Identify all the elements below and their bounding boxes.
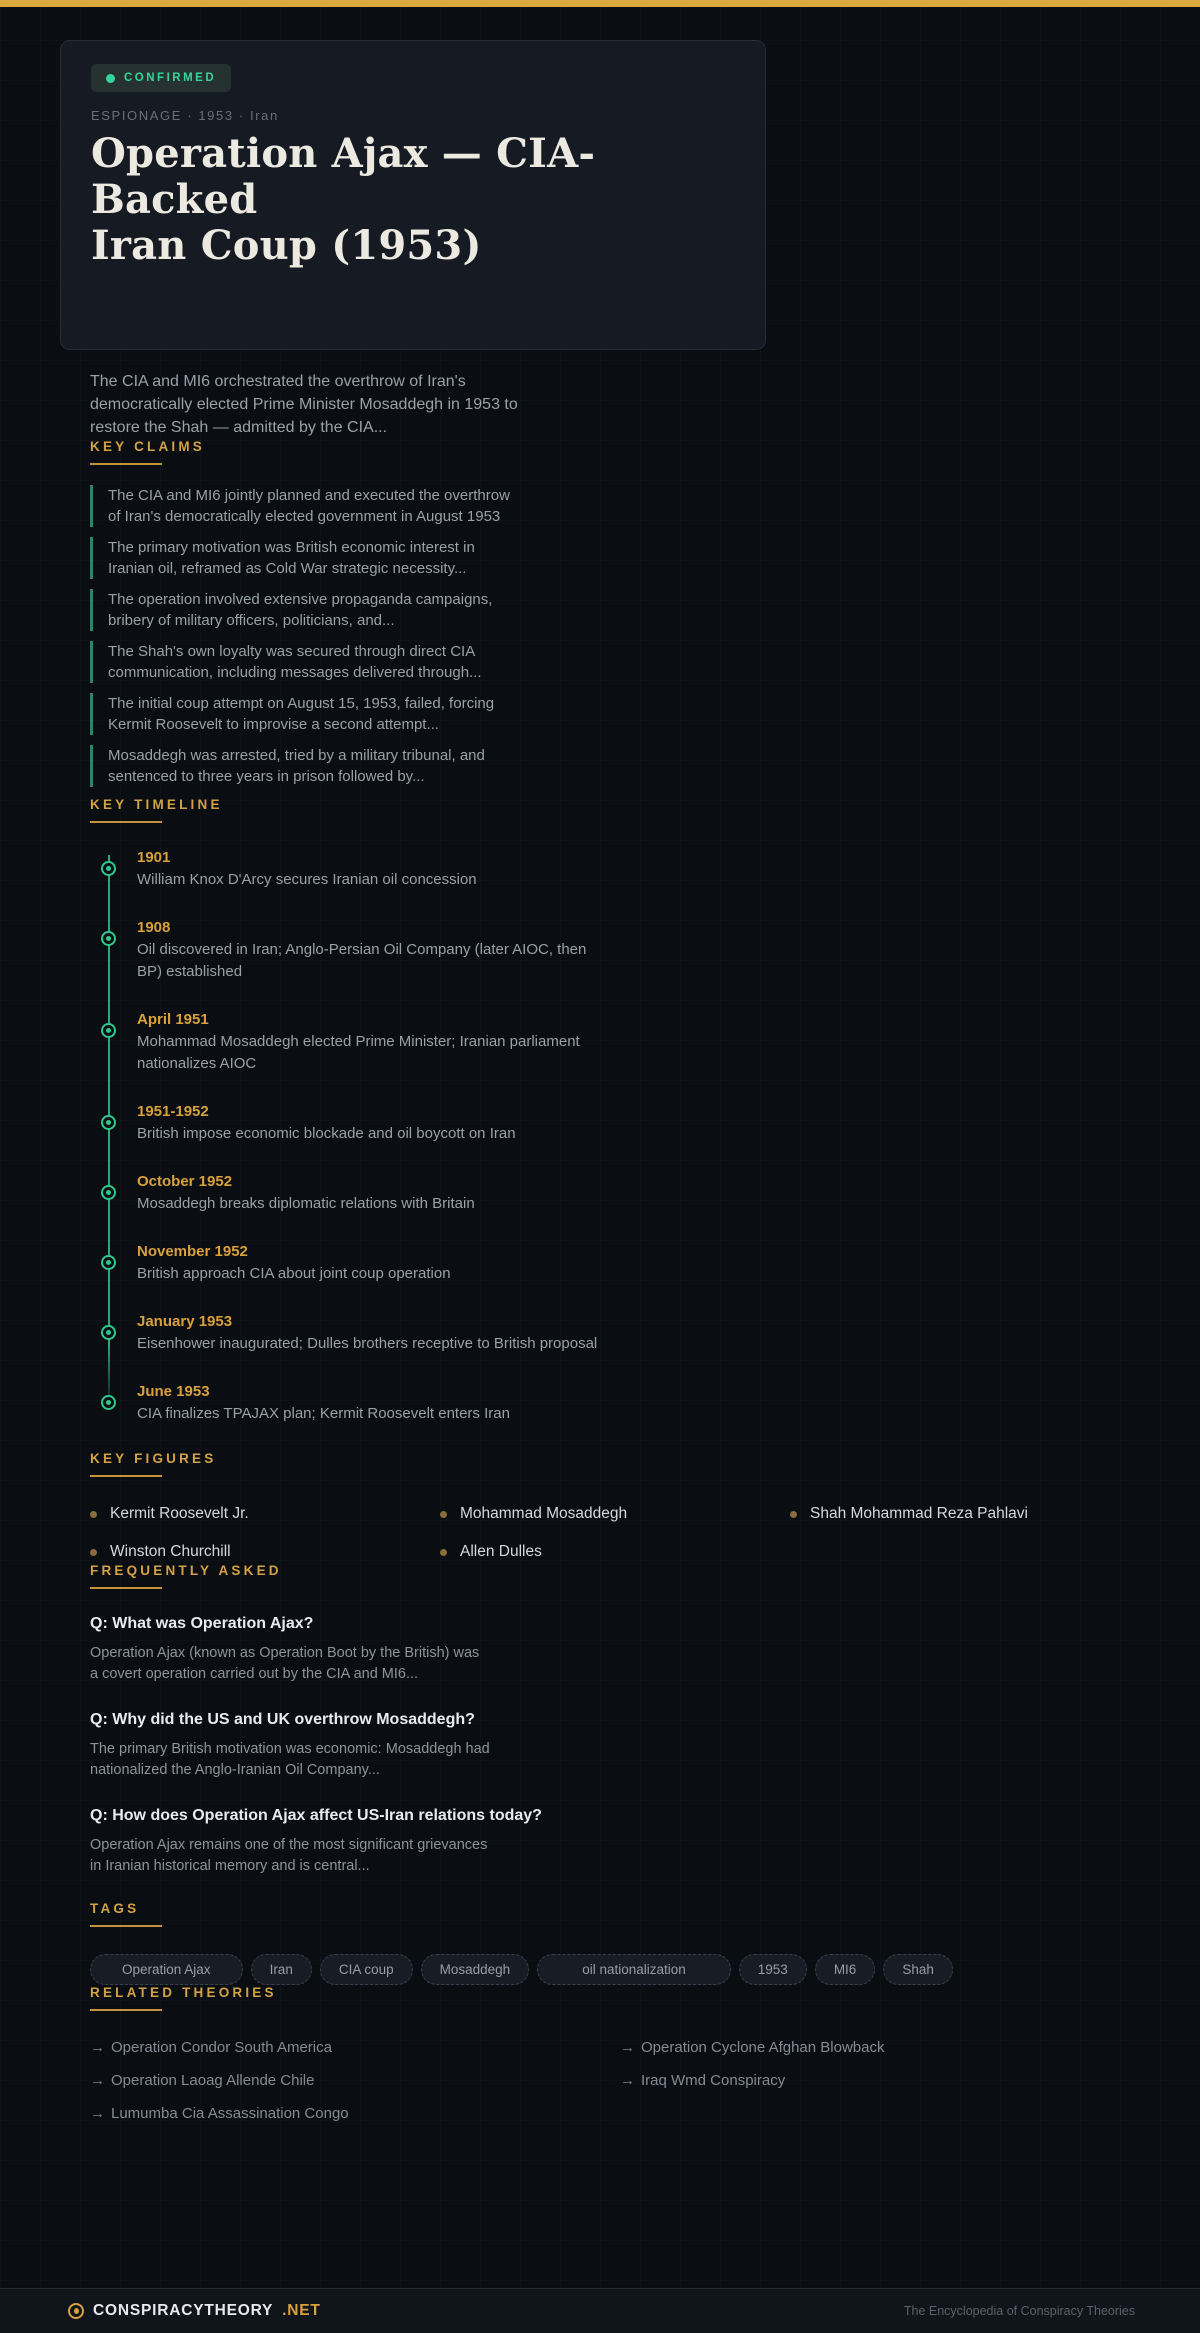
faq-heading: FREQUENTLY ASKED	[90, 1563, 1140, 1589]
arrow-right-icon: →	[90, 2105, 105, 2122]
timeline-text: British approach CIA about joint coup operation	[137, 1265, 451, 1282]
timeline-item	[137, 847, 1140, 891]
summary-text: The CIA and MI6 orchestrated the overthrow of Iran's democratically elected Prime Minister Mosaddegh in 1953 to restore the Shah — admitted by the CIA...	[90, 373, 518, 436]
timeline-text: Mohammad Mosaddegh elected Prime Minister; Iranian parliament nationalizes AIOC	[137, 1033, 580, 1072]
key-figures-section	[90, 1451, 1140, 1563]
claim-item: The primary motivation was British economic interest in Iranian oil, reframed as Cold War strategic necessity...	[90, 537, 520, 579]
tag-pill[interactable]: Shah	[883, 1954, 953, 1985]
timeline-marker-icon	[101, 1255, 116, 1270]
figure-item	[90, 1541, 440, 1563]
arrow-right-icon: →	[620, 2072, 635, 2089]
related-theory-label: Operation Cyclone Afghan Blowback	[641, 2039, 885, 2056]
tags-heading: TAGS	[90, 1901, 1140, 1927]
status-badge	[91, 64, 231, 92]
timeline-date: November 1952	[137, 1243, 248, 1260]
figure-item	[790, 1503, 1140, 1525]
figures-list	[90, 1503, 1140, 1563]
claim-item: The initial coup attempt on August 15, 1953, failed, forcing Kermit Roosevelt to improvise a second attempt...	[90, 693, 520, 735]
tags-list	[90, 1954, 1140, 1985]
claim-item: The CIA and MI6 jointly planned and executed the overthrow of Iran's democratically elected government in August 1953	[90, 485, 520, 527]
related-list	[90, 2037, 1140, 2124]
faq-question: Q: What was Operation Ajax?	[90, 1615, 314, 1632]
key-figures-heading: KEY FIGURES	[90, 1451, 1140, 1477]
timeline-item	[137, 1311, 1140, 1355]
brand-name: CONSPIRACYTHEORY	[93, 2302, 274, 2319]
timeline-date: 1908	[137, 919, 171, 936]
related-theories-heading: RELATED THEORIES	[90, 1985, 1140, 2011]
figure-name: Winston Churchill	[110, 1543, 231, 1560]
key-claims-section	[90, 439, 1140, 787]
faq-list	[90, 1613, 1140, 1877]
claims-list	[90, 485, 1140, 787]
timeline-date: 1951-1952	[137, 1103, 209, 1120]
eye-icon	[68, 2303, 84, 2319]
faq-item	[90, 1805, 1140, 1877]
key-timeline-heading: KEY TIMELINE	[90, 797, 1140, 823]
timeline-marker-icon	[101, 1185, 116, 1200]
page-title-line2: Iran Coup (1953)	[91, 222, 482, 269]
timeline-marker-icon	[101, 1395, 116, 1410]
top-accent-bar	[0, 0, 1200, 7]
related-theory-label: Lumumba Cia Assassination Congo	[111, 2105, 349, 2122]
related-theory-label: Iraq Wmd Conspiracy	[641, 2072, 786, 2089]
faq-answer: The primary British motivation was economic: Mosaddegh had nationalized the Anglo-Iranian Oil Company...	[90, 1741, 490, 1778]
claim-item: The operation involved extensive propaganda campaigns, bribery of military officers, politicians, and...	[90, 589, 520, 631]
timeline-text: Eisenhower inaugurated; Dulles brothers receptive to British proposal	[137, 1335, 598, 1352]
timeline-item	[137, 1009, 1140, 1075]
status-dot-icon	[106, 74, 115, 83]
faq-question: Q: How does Operation Ajax affect US-Iran relations today?	[90, 1807, 542, 1824]
tag-pill[interactable]: MI6	[815, 1954, 876, 1985]
timeline-item	[137, 1241, 1140, 1285]
figure-item	[440, 1503, 790, 1525]
status-badge-label: CONFIRMED	[124, 72, 217, 84]
related-theory-link[interactable]	[620, 2070, 1150, 2091]
brand-tld: .NET	[282, 2302, 321, 2319]
figure-name: Shah Mohammad Reza Pahlavi	[810, 1505, 1028, 1522]
page-title-line1: Operation Ajax — CIA-Backed	[91, 130, 596, 223]
timeline-text: British impose economic blockade and oil boycott on Iran	[137, 1125, 516, 1142]
category-breadcrumb: ESPIONAGE · 1953 · Iran	[91, 108, 279, 123]
timeline-text: Mosaddegh breaks diplomatic relations with Britain	[137, 1195, 475, 1212]
key-claims-heading: KEY CLAIMS	[90, 439, 1140, 465]
related-theory-link[interactable]	[90, 2103, 620, 2124]
timeline-date: October 1952	[137, 1173, 233, 1190]
claim-item: Mosaddegh was arrested, tried by a military tribunal, and sentenced to three years in prison followed by...	[90, 745, 520, 787]
timeline-date: April 1951	[137, 1011, 209, 1028]
site-logo[interactable]	[68, 2302, 321, 2320]
tag-pill[interactable]: Mosaddegh	[421, 1954, 530, 1985]
arrow-right-icon: →	[620, 2039, 635, 2056]
figure-name: Kermit Roosevelt Jr.	[110, 1505, 249, 1522]
timeline-date: June 1953	[137, 1383, 210, 1400]
tags-section	[90, 1901, 1140, 1985]
bullet-icon	[440, 1549, 447, 1556]
timeline-text: William Knox D'Arcy secures Iranian oil concession	[137, 871, 477, 888]
faq-answer: Operation Ajax (known as Operation Boot by the British) was a covert operation carried out by the CIA and MI6...	[90, 1645, 480, 1682]
timeline-item	[137, 1171, 1140, 1215]
bullet-icon	[90, 1511, 97, 1518]
footer	[0, 2288, 1200, 2333]
figure-item	[440, 1541, 790, 1563]
faq-section	[90, 1563, 1140, 1877]
figure-name: Allen Dulles	[460, 1543, 542, 1560]
related-theory-label: Operation Laoag Allende Chile	[111, 2072, 315, 2089]
timeline-item	[137, 1381, 1140, 1425]
tag-pill[interactable]: oil nationalization	[537, 1954, 731, 1985]
tag-pill[interactable]: Iran	[251, 1954, 312, 1985]
faq-item	[90, 1613, 1140, 1685]
related-theories-section	[90, 1985, 1140, 2124]
main-content	[0, 350, 1200, 2288]
figure-item	[90, 1503, 440, 1525]
tag-pill[interactable]: CIA coup	[320, 1954, 413, 1985]
tag-pill[interactable]: 1953	[739, 1954, 807, 1985]
related-theory-link[interactable]	[90, 2037, 620, 2058]
timeline-date: 1901	[137, 849, 171, 866]
related-theory-label: Operation Condor South America	[111, 2039, 332, 2056]
claim-item: The Shah's own loyalty was secured through direct CIA communication, including messages delivered through...	[90, 641, 520, 683]
site-tagline: The Encyclopedia of Conspiracy Theories	[903, 2304, 1135, 2318]
arrow-right-icon: →	[90, 2039, 105, 2056]
bullet-icon	[440, 1511, 447, 1518]
timeline-marker-icon	[101, 931, 116, 946]
timeline	[90, 847, 1140, 1425]
tag-pill[interactable]: Operation Ajax	[90, 1954, 243, 1985]
figure-name: Mohammad Mosaddegh	[460, 1505, 628, 1522]
faq-question: Q: Why did the US and UK overthrow Mosaddegh?	[90, 1711, 475, 1728]
timeline-text: Oil discovered in Iran; Anglo-Persian Oil Company (later AIOC, then BP) established	[137, 941, 587, 980]
faq-item	[90, 1709, 1140, 1781]
related-theory-link[interactable]	[90, 2070, 620, 2091]
faq-answer: Operation Ajax remains one of the most significant grievances in Iranian historical memory and is central...	[90, 1837, 488, 1874]
timeline-marker-icon	[101, 1023, 116, 1038]
header-card	[60, 40, 766, 350]
arrow-right-icon: →	[90, 2072, 105, 2089]
bullet-icon	[790, 1511, 797, 1518]
timeline-marker-icon	[101, 1115, 116, 1130]
timeline-item	[137, 917, 1140, 983]
timeline-date: January 1953	[137, 1313, 233, 1330]
key-timeline-section	[90, 797, 1140, 1425]
timeline-text: CIA finalizes TPAJAX plan; Kermit Roosevelt enters Iran	[137, 1405, 510, 1422]
timeline-marker-icon	[101, 861, 116, 876]
timeline-item	[137, 1101, 1140, 1145]
bullet-icon	[90, 1549, 97, 1556]
related-theory-link[interactable]	[620, 2037, 1150, 2058]
page-title	[91, 131, 735, 269]
timeline-marker-icon	[101, 1325, 116, 1340]
